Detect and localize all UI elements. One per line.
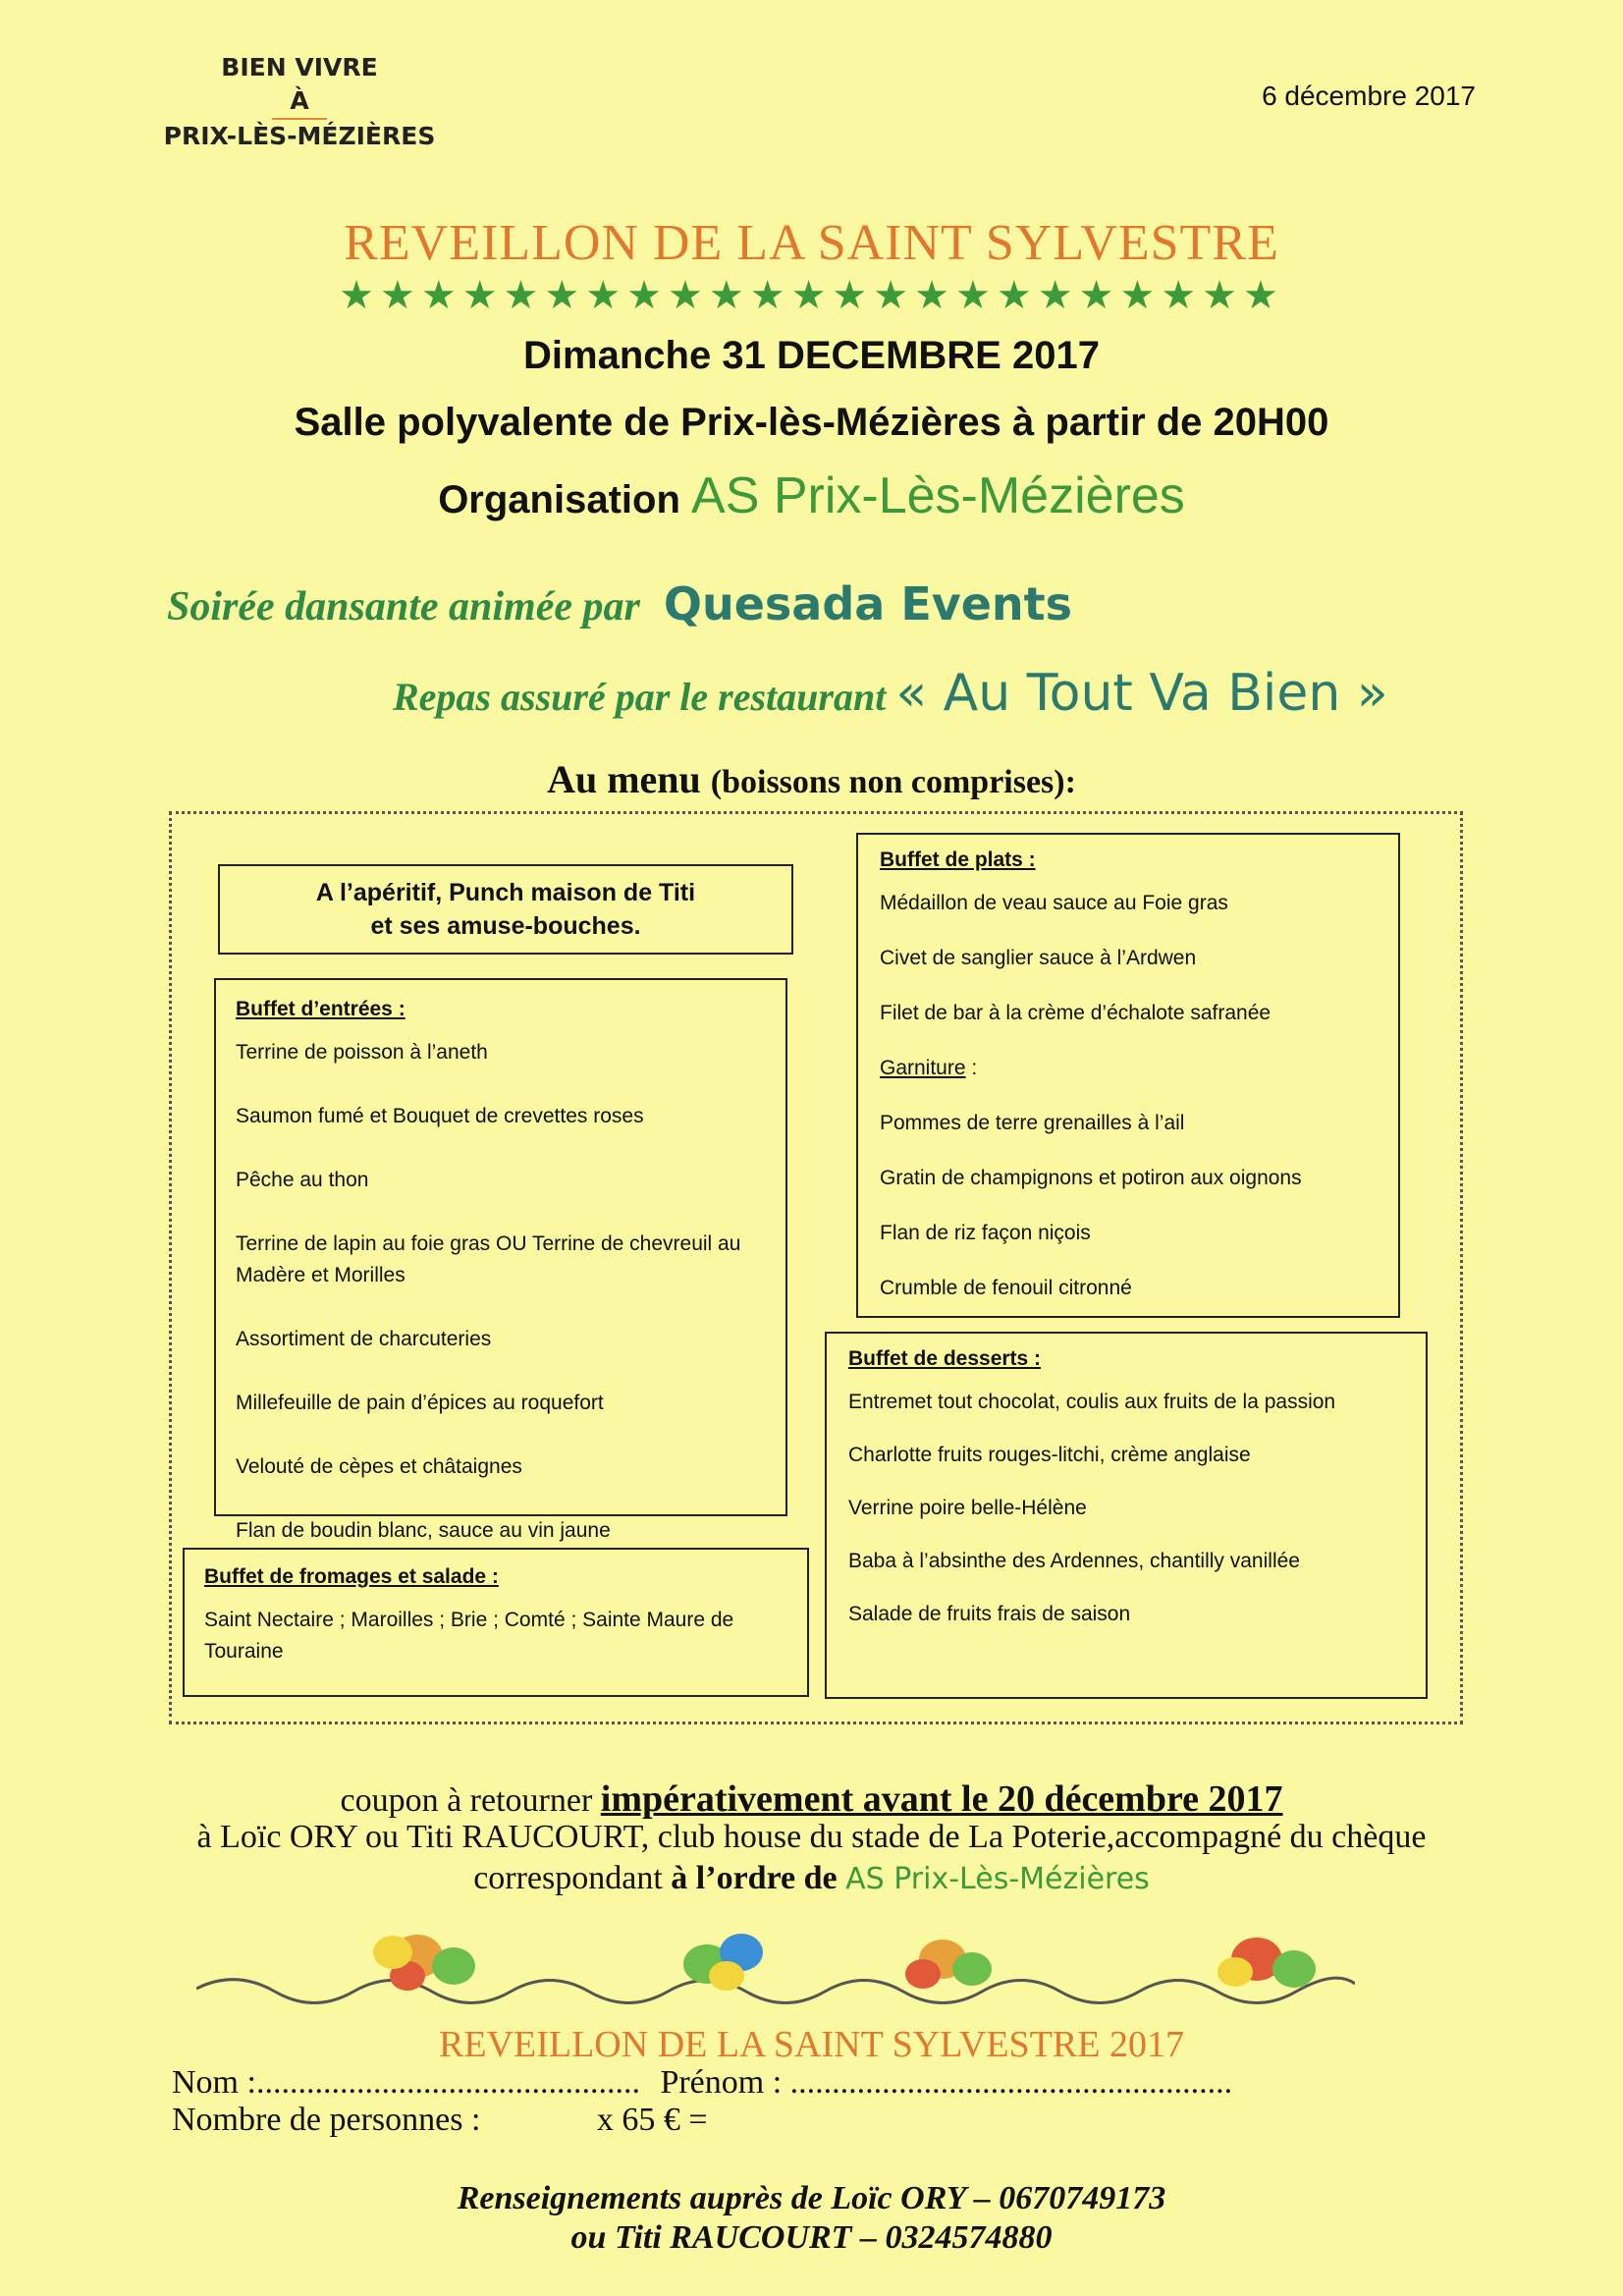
desserts-box (825, 1332, 1428, 1699)
entree-item: Velouté de cèpes et châtaignes (236, 1455, 522, 1478)
plat-item: Civet de sanglier sauce à l’Ardwen (880, 947, 1197, 969)
org-line-2: À (272, 84, 326, 120)
balloon-group-1 (373, 1935, 475, 1991)
coupon-line-1-pre: coupon à retourner (340, 1782, 593, 1819)
garniture-item: Crumble de fenouil citronné (880, 1277, 1132, 1299)
fromages-box (183, 1548, 809, 1697)
soiree-name: Quesada Events (663, 577, 1073, 630)
dessert-item: Salade de fruits frais de saison (848, 1603, 1131, 1625)
contact-line-1: Renseignements auprès de Loïc ORY – 0670749173 (457, 2180, 1166, 2216)
soiree-label: Soirée dansante animée par (167, 584, 640, 629)
desserts-header: Buffet de desserts : (848, 1347, 1042, 1370)
entrees-box (214, 978, 787, 1542)
plat-item: Médaillon de veau sauce au Foie gras (880, 892, 1228, 914)
stars-divider: ★★★★★★★★★★★★★★★★★★★★★★★ (339, 274, 1284, 317)
menu-title (0, 756, 1623, 802)
coupon-line-3 (0, 1860, 1623, 1897)
coupon-line-3-bold: à l’ordre de (671, 1860, 838, 1896)
price-label: x 65 € = (596, 2102, 708, 2138)
garniture-label: Garniture (880, 1057, 966, 1079)
dessert-item: Charlotte fruits rouges-litchi, crème anglaise (848, 1444, 1251, 1466)
garniture-item: Pommes de terre grenailles à l’ail (880, 1112, 1185, 1134)
repas-line (393, 664, 1388, 723)
event-date: Dimanche 31 DECEMBRE 2017 (523, 334, 1100, 377)
aperitif-line-1: A l’apéritif, Punch maison de Titi (315, 879, 696, 906)
plats-header: Buffet de plats : (880, 848, 1036, 871)
entrees-header: Buffet d’entrées : (236, 998, 406, 1020)
garniture-item: Gratin de champignons et potiron aux oignons (880, 1167, 1302, 1189)
garniture-item: Flan de riz façon niçois (880, 1222, 1091, 1244)
aperitif-line-2: et ses amuse-bouches. (370, 912, 641, 940)
contact-line-2: ou Titi RAUCOURT – 0324574880 (570, 2219, 1053, 2256)
entree-item: Millefeuille de pain d’épices au roquefort (236, 1392, 604, 1414)
prenom-label: Prénom : (660, 2064, 783, 2101)
fromages-text: Saint Nectaire ; Maroilles ; Brie ; Comté ; Sainte Maure de Touraine (204, 1609, 734, 1663)
repas-label: Repas assuré par le restaurant (393, 675, 887, 719)
dessert-item: Entremet tout chocolat, coulis aux fruits de la passion (848, 1391, 1336, 1413)
prenom-field[interactable]: ..................................................... (789, 2064, 1233, 2101)
repas-restaurant: « Au Tout Va Bien » (895, 664, 1388, 723)
personnes-label: Nombre de personnes : (172, 2102, 481, 2138)
org-line-3: PRIX-LÈS-MÉZIÈRES (163, 122, 436, 150)
entree-item: Assortiment de charcuteries (236, 1328, 492, 1350)
form-title: REVEILLON DE LA SAINT SYLVESTRE 2017 (439, 2024, 1184, 2065)
dessert-item: Verrine poire belle-Hélène (848, 1497, 1087, 1519)
entree-item: Pêche au thon (236, 1169, 369, 1191)
aperitif-box (218, 864, 793, 955)
entree-item: Saumon fumé et Bouquet de crevettes roses (236, 1105, 644, 1127)
entree-item: Terrine de lapin au foie gras OU Terrine de chevreuil au Madère et Morilles (236, 1232, 741, 1286)
nom-field[interactable]: .............................................. (255, 2064, 640, 2101)
entree-item: Terrine de poisson à l’aneth (236, 1041, 488, 1064)
coupon-line-3-pre: correspondant (473, 1860, 663, 1896)
event-organisation (0, 466, 1623, 525)
form-row-name (172, 2064, 1232, 2102)
coupon-line-1 (0, 1777, 1623, 1821)
coupon-deadline: impérativement avant le 20 décembre 2017 (600, 1778, 1283, 1820)
organisation-name: AS Prix-Lès-Mézières (691, 467, 1185, 524)
form-row-persons (172, 2102, 708, 2139)
balloon-group-4 (1217, 1938, 1316, 1988)
coupon-line-2: à Loïc ORY ou Titi RAUCOURT, club house du stade de La Poterie,accompagné du chèque (196, 1819, 1427, 1855)
soiree-line (167, 577, 1072, 630)
event-venue: Salle polyvalente de Prix-lès-Mézières à partir de 20H00 (294, 401, 1329, 444)
org-line-1: BIEN VIVRE (221, 53, 378, 82)
organisation-label: Organisation (438, 478, 680, 521)
plat-item: Filet de bar à la crème d’échalote safranée (880, 1002, 1271, 1024)
dessert-item: Baba à l’absinthe des Ardennes, chantilly vanillée (848, 1550, 1300, 1572)
event-title: REVEILLON DE LA SAINT SYLVESTRE (344, 215, 1279, 271)
menu-heading: Au menu (547, 757, 701, 801)
organizer-logo (137, 51, 461, 153)
balloon-garland (196, 1915, 1355, 2033)
balloon-group-3 (905, 1940, 992, 1989)
menu-subtitle: (boissons non comprises): (710, 764, 1076, 800)
coupon-line-3-club: AS Prix-Lès-Mézières (845, 1862, 1150, 1896)
entree-item: Flan de boudin blanc, sauce au vin jaune (236, 1519, 611, 1542)
nom-label: Nom : (172, 2064, 256, 2101)
document-date: 6 décembre 2017 (1262, 81, 1476, 111)
garniture-heading: Garniture : (880, 1057, 978, 1079)
fromages-header: Buffet de fromages et salade : (204, 1565, 499, 1588)
plats-box (856, 833, 1400, 1318)
